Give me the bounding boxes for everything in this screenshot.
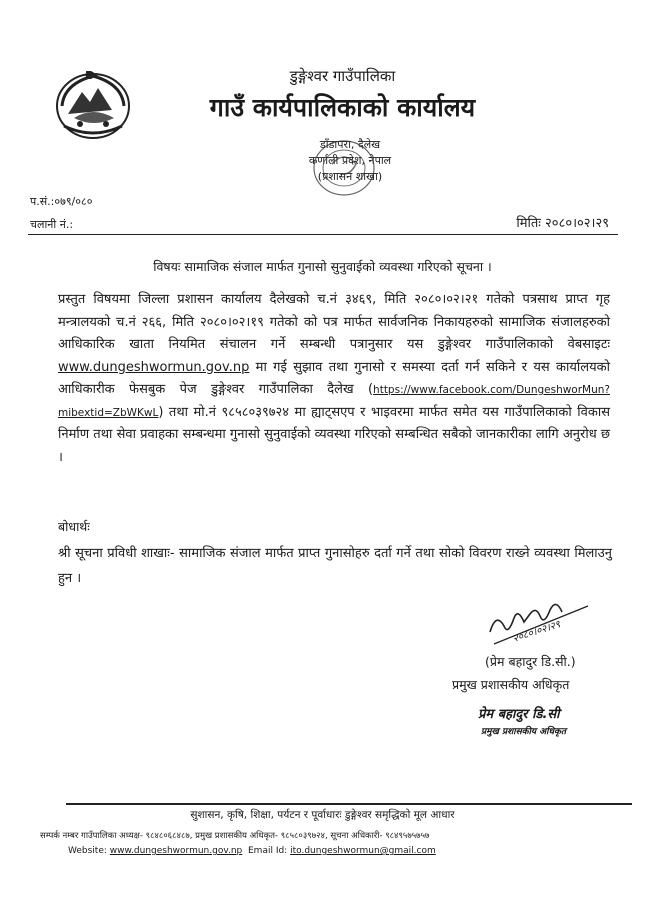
signatory-name: (प्रेम बहादुर डि.सी.) bbox=[485, 654, 576, 669]
facebook-link[interactable]: https://www.facebook.com/DungeshworMun?mibextid=ZbWKwL bbox=[58, 384, 610, 419]
footer-links bbox=[68, 846, 436, 856]
body-text-1: प्रस्तुत विषयमा जिल्ला प्रशासन कार्यालय दैलेखको च.नं ३४६९, मिति २०८०।०२।२१ गतेको पत्रसाथ प्राप्त गृह मन्त्रालयको च.नं २६६, मिति २०८०।०२।१९ गतेको को पत्र मार्फत सार्वजनिक निकायहरुको सामाजिक संजालहरुको आधिकारिक खाता नियमित संचालन गर्ने सम्बन्धी पत्रानुसार यस डुङ्गेश्वर गाउँपालिकाको वेबसाइटः bbox=[58, 292, 610, 352]
signature-date: २०८०।०२।२९ bbox=[511, 619, 562, 645]
address-line-2: कर्णाली प्रदेश, नेपाल bbox=[308, 154, 392, 167]
footer-email-link[interactable]: ito.dungeshwormun@gmail.com bbox=[290, 846, 436, 856]
municipality-name: डुङ्गेश्वर गाउँपालिका bbox=[289, 67, 396, 85]
footer-divider bbox=[66, 803, 632, 805]
letter-body bbox=[58, 289, 610, 469]
header-divider bbox=[28, 234, 618, 235]
footer-contact: सम्पर्क नम्बर गाउँपालिका अध्यक्ष- ९८४८०६८४८७, प्रमुख प्रशासकीय अधिकृत- ९८५८०३९७२४, सूचना अधिकारी- ९८४९५७५७५७ bbox=[40, 831, 430, 841]
dispatch-number: चलानी नं.: bbox=[30, 218, 74, 231]
signatory-title: प्रमुख प्रशासकीय अधिकृत bbox=[452, 677, 570, 692]
title-stamp: प्रमुख प्रशासकीय अधिकृत bbox=[481, 727, 567, 737]
footer-website-link[interactable]: www.dungeshwormun.gov.np bbox=[109, 846, 243, 856]
footer-motto: सुशासन, कृषि, शिक्षा, पर्यटन र पूर्वाधारः डुङ्गेश्वर समृद्धिको मूल आधार bbox=[190, 809, 455, 821]
email-label: Email Id: bbox=[247, 846, 288, 856]
cc-recipient: श्री सूचना प्रविधी शाखाः- सामाजिक संजाल मार्फत प्राप्त गुनासोहरु दर्ता गर्ने तथा सोको विवरण राख्ने व्यवस्था मिलाउनु हुन । bbox=[58, 546, 612, 586]
letter-subject: विषयः सामाजिक संजाल मार्फत गुनासो सुनुवाईको व्यवस्था गरिएको सूचना । bbox=[153, 259, 492, 274]
website-link[interactable]: www.dungeshwormun.gov.np bbox=[58, 359, 250, 375]
office-title: गाउँ कार्यपालिकाको कार्यालय bbox=[209, 93, 476, 122]
reference-number: प.सं.:०७९/०८० bbox=[30, 195, 93, 208]
name-stamp: प्रेम बहादुर डि.सी bbox=[478, 707, 560, 722]
website-label: Website: bbox=[68, 846, 107, 856]
body-text-2: मा गई सुझाव तथा गुनासो र समस्या दर्ता गर्न सकिने र यस कार्यालयको आधिकारीक फेसबुक पेज डुङ्गेश्वर गाउँपालिका दैलेख ( bbox=[58, 359, 610, 397]
letter-date: मितिः २०८०।०२।२९ bbox=[516, 216, 609, 231]
address-line-3: (प्रशासन शाखा) bbox=[317, 170, 383, 183]
office-stamp bbox=[296, 136, 390, 200]
handwritten-signature bbox=[484, 592, 594, 652]
body-text-3: ) तथा मो.नं ९८५८०३९७२४ मा ह्याट्सएप र भाइवरमा मार्फत समेत यस गाउँपालिकाको विकास निर्माण तथा सेवा प्रवाहका सम्बन्धमा गुनासो सुनुवाईको व्यवस्था गरिएको सम्बन्धित सबैको जानकारीका लागि अनुरोध छ । bbox=[58, 404, 610, 465]
address-line-1: डाँडापरा, दैलेख bbox=[319, 138, 381, 151]
cc-label: बोधार्थः bbox=[58, 519, 90, 534]
